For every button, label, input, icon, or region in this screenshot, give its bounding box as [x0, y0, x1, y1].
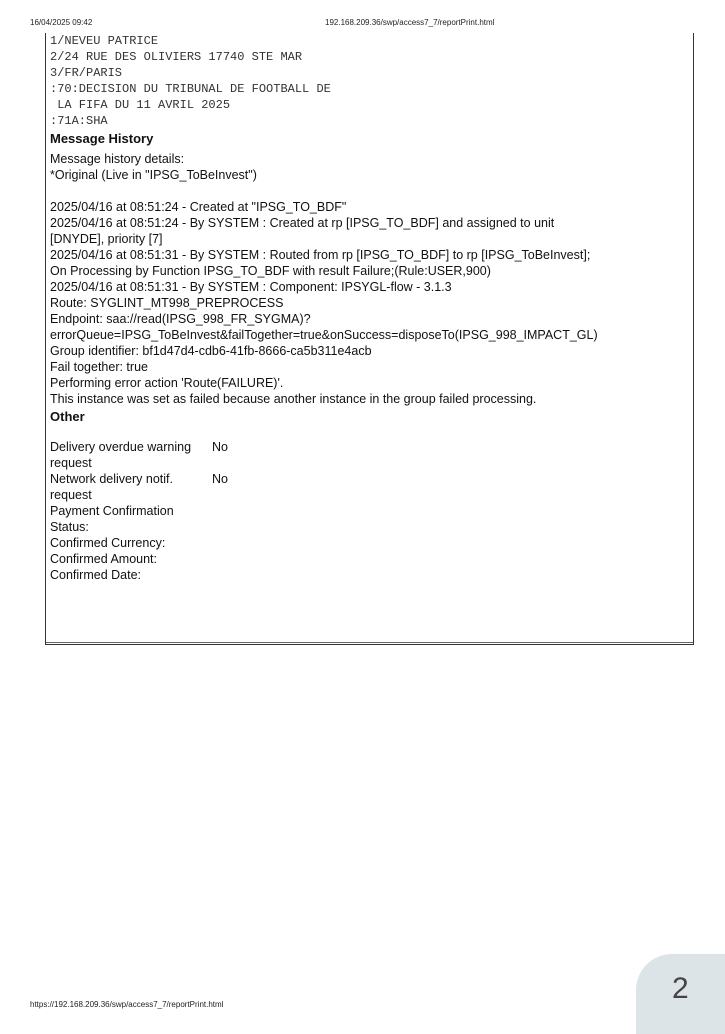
other-value: No — [212, 440, 228, 454]
history-line: On Processing by Function IPSG_TO_BDF with result Failure;(Rule:USER,900) — [50, 264, 491, 278]
history-line: Fail together: true — [50, 360, 148, 374]
print-header-datetime: 16/04/2025 09:42 — [30, 18, 93, 27]
history-line: errorQueue=IPSG_ToBeInvest&failTogether=true&onSuccess=disposeTo(IPSG_998_IMPACT_GL) — [50, 328, 598, 342]
address-line: 1/NEVEU PATRICE — [50, 34, 159, 48]
page-number: 2 — [672, 972, 689, 1005]
address-line: LA FIFA DU 11 AVRIL 2025 — [50, 98, 231, 112]
report-content — [50, 33, 694, 583]
other-label: Confirmed Currency: — [50, 536, 166, 550]
other-label: Confirmed Amount: — [50, 552, 157, 566]
other-row — [50, 567, 694, 583]
message-history-title: Message History — [50, 131, 154, 146]
address-line: :70:DECISION DU TRIBUNAL DE FOOTBALL DE — [50, 82, 331, 96]
other-row — [50, 551, 694, 567]
history-line: 2025/04/16 at 08:51:24 - Created at "IPSG_TO_BDF" — [50, 200, 347, 214]
other-label: Payment Confirmation Status: — [50, 504, 174, 534]
history-line: [DNYDE], priority [7] — [50, 232, 163, 246]
print-footer-url: https://192.168.209.36/swp/access7_7/reportPrint.html — [30, 1000, 224, 1009]
address-block — [50, 33, 694, 129]
address-line: :71A:SHA — [50, 114, 108, 128]
other-label: Delivery overdue warning request — [50, 440, 192, 470]
history-line: 2025/04/16 at 08:51:31 - By SYSTEM : Component: IPSYGL-flow - 3.1.3 — [50, 280, 452, 294]
history-line: 2025/04/16 at 08:51:24 - By SYSTEM : Created at rp [IPSG_TO_BDF] and assigned to unit — [50, 216, 555, 230]
address-line: 2/24 RUE DES OLIVIERS 17740 STE MAR — [50, 50, 303, 64]
report-frame — [45, 33, 694, 645]
message-history-original: *Original (Live in "IPSG_ToBeInvest") — [50, 168, 257, 182]
other-value — [200, 503, 212, 535]
history-entries — [50, 199, 694, 407]
history-line: Performing error action 'Route(FAILURE)'. — [50, 376, 284, 390]
other-value: No — [212, 472, 228, 486]
history-line: Endpoint: saa://read(IPSG_998_FR_SYGMA)? — [50, 312, 311, 326]
other-table — [50, 439, 694, 583]
other-row — [50, 471, 694, 503]
other-row — [50, 439, 694, 471]
history-line: Route: SYGLINT_MT998_PREPROCESS — [50, 296, 284, 310]
history-line: Group identifier: bf1d47d4-cdb6-41fb-8666-ca5b311e4acb — [50, 344, 372, 358]
other-label: Network delivery notif. request — [50, 472, 173, 502]
print-header-url: 192.168.209.36/swp/access7_7/reportPrint.html — [325, 18, 495, 27]
message-history-details-label: Message history details: — [50, 152, 185, 166]
frame-bottom-rule — [46, 642, 693, 643]
history-line: This instance was set as failed because another instance in the group failed processing. — [50, 392, 537, 406]
history-line: 2025/04/16 at 08:51:31 - By SYSTEM : Routed from rp [IPSG_TO_BDF] to rp [IPSG_ToBeInvest]; — [50, 248, 591, 262]
other-label: Confirmed Date: — [50, 568, 142, 582]
address-line: 3/FR/PARIS — [50, 66, 123, 80]
other-row — [50, 535, 694, 551]
other-row — [50, 503, 694, 535]
other-title: Other — [50, 409, 85, 424]
